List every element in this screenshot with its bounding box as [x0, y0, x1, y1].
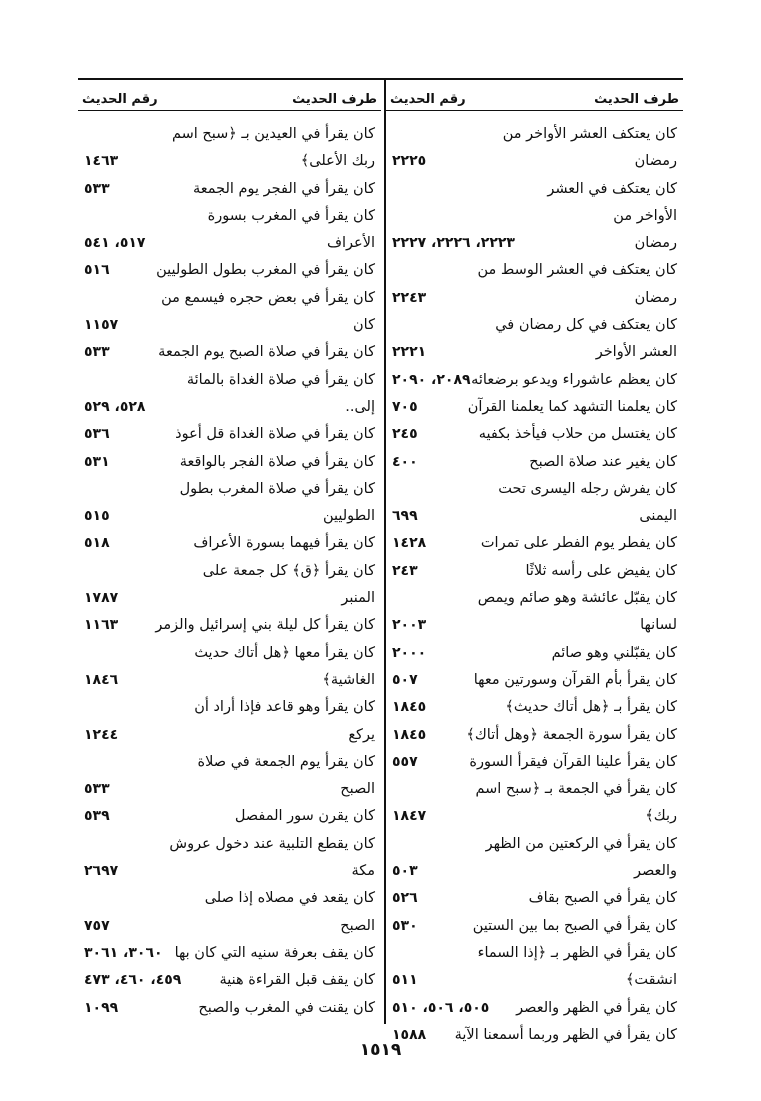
- index-entry: [78, 831, 381, 886]
- hadith-phrase: كان يغير عند صلاة الصبح: [529, 453, 677, 470]
- hadith-number: ٥٣٦: [84, 426, 110, 443]
- hadith-number: ٥٠٥، ٥٠٦، ٥١٠: [392, 999, 490, 1016]
- hadith-number: ٥٥٧: [392, 753, 418, 770]
- hadith-phrase: كان يقرأ في الفجر يوم الجمعة: [192, 180, 375, 197]
- hadith-phrase: كان يعتكف في العشر الوسط من رمضان: [477, 262, 677, 306]
- index-entry: [386, 367, 683, 394]
- hadith-number: ٥١٦: [84, 262, 110, 279]
- hadith-phrase: كان يقرأ في المغرب بطول الطوليين: [156, 262, 375, 279]
- index-entry: [78, 640, 381, 695]
- index-entry: [386, 176, 683, 258]
- hadith-number: ٤٥٩، ٤٦٠، ٤٧٣: [84, 972, 182, 989]
- index-entry: [386, 667, 683, 694]
- index-entry: [386, 749, 683, 776]
- hadith-number: ٥٣١: [84, 453, 110, 470]
- hadith-phrase: كان يقرأ في الجمعة بـ ﴿سبح اسم ربك﴾: [475, 781, 677, 825]
- hadith-phrase: كان يقرأ علينا القرآن فيقرأ السورة: [469, 753, 677, 770]
- hadith-phrase: كان يقرأ معها ﴿هل أتاك حديث الغاشية﴾: [194, 644, 375, 688]
- hadith-phrase: كان يقرأ في صلاة الصبح يوم الجمعة: [158, 344, 375, 361]
- index-entry: [78, 612, 381, 639]
- index-entry: [78, 176, 381, 203]
- index-entry: [386, 913, 683, 940]
- index-entry: [386, 640, 683, 667]
- header-number-label: رقم الحديث: [390, 92, 466, 107]
- hadith-phrase: كان يفرش رجله اليسرى تحت اليمنى: [498, 480, 677, 525]
- index-entry: [78, 803, 381, 830]
- hadith-number: ١١٥٧: [84, 317, 119, 334]
- hadith-number: ١٠٩٩: [84, 999, 119, 1016]
- hadith-phrase: كان يقرن سور المفصل: [234, 808, 375, 825]
- hadith-phrase: كان يقرأ في صلاة المغرب بطول الطوليين: [179, 480, 375, 525]
- hadith-number: ١٨٤٥: [392, 699, 427, 716]
- hadith-phrase: كان يقرأ يوم الجمعة في صلاة الصبح: [197, 753, 375, 798]
- hadith-number: ٦٩٩: [392, 508, 418, 525]
- right-entries: [386, 121, 683, 1049]
- index-entry: [78, 257, 381, 284]
- hadith-number: ١٨٤٧: [392, 808, 427, 825]
- index-entry: [78, 885, 381, 940]
- hadith-phrase: كان يقرأ وهو قاعد فإذا أراد أن يركع: [194, 699, 375, 743]
- hadith-number: ٥١٥: [84, 508, 110, 525]
- hadith-phrase: كان يقرأ بـ ﴿هل أتاك حديث﴾: [505, 699, 677, 716]
- hadith-phrase: كان يقبّل عائشة وهو صائم ويمص لسانها: [477, 590, 677, 634]
- hadith-number: ٥١٧، ٥٤١: [84, 235, 146, 252]
- hadith-number: ٢٢٢١: [392, 344, 427, 361]
- hadith-phrase: كان يقبّلني وهو صائم: [551, 644, 677, 661]
- hadith-phrase: كان يقرأ في الصبح بما بين الستين: [472, 917, 677, 934]
- hadith-number: ١٨٤٥: [392, 726, 427, 743]
- hadith-number: ٥٠٣: [392, 863, 418, 880]
- index-entry: [386, 885, 683, 912]
- index-entry: [386, 421, 683, 448]
- hadith-phrase: كان يقرأ ﴿ق﴾ كل جمعة على المنبر: [202, 562, 375, 607]
- hadith-phrase: كان يعتكف في العشر الأواخر من رمضان: [547, 180, 677, 252]
- hadith-number: ٥٣٣: [84, 781, 110, 798]
- index-entry: [386, 530, 683, 557]
- hadith-phrase: كان يقنت في المغرب والصبح: [198, 999, 375, 1016]
- header-text-label: طرف الحديث: [594, 92, 679, 107]
- hadith-number: ٢٢٢٣، ٢٢٢٦، ٢٢٢٧: [392, 235, 515, 252]
- index-entry: [386, 558, 683, 585]
- hadith-phrase: كان يقرأ في صلاة الفجر بالواقعة: [179, 453, 375, 470]
- left-column: [78, 84, 381, 1022]
- hadith-number: ١٢٤٤: [84, 726, 119, 743]
- hadith-number: ٥٢٦: [392, 890, 418, 907]
- index-entry: [386, 476, 683, 531]
- index-entry: [386, 312, 683, 367]
- hadith-phrase: كان يقرأ في بعض حجره فيسمع من كان: [161, 289, 375, 334]
- index-entry: [78, 339, 381, 366]
- index-entry: [386, 940, 683, 995]
- hadith-phrase: كان يقرأ في العيدين بـ ﴿سبح اسم ربك الأعلى﴾: [171, 126, 375, 170]
- hadith-number: ٢٢٤٣: [392, 289, 427, 306]
- hadith-number: ٢٤٣: [392, 562, 418, 579]
- hadith-phrase: كان يقرأ في صلاة الغداة بالمائة إلى..: [186, 371, 375, 415]
- index-entry: [78, 449, 381, 476]
- hadith-number: ٤٠٠: [392, 453, 418, 470]
- index-entry: [78, 203, 381, 258]
- left-column-header: [78, 84, 381, 111]
- index-entry: [386, 722, 683, 749]
- page-number: ١٥١٩: [359, 1040, 402, 1060]
- index-entry: [386, 394, 683, 421]
- hadith-phrase: كان يعظم عاشوراء ويدعو برضعائه: [471, 371, 677, 388]
- hadith-phrase: كان يقف بعرفة سنيه التي كان بها: [174, 944, 375, 961]
- hadith-phrase: كان يعلمنا التشهد كما يعلمنا القرآن: [467, 398, 677, 415]
- hadith-number: ٢٠٨٩، ٢٠٩٠: [392, 371, 471, 388]
- hadith-number: ٢٦٩٧: [84, 863, 119, 880]
- hadith-number: ٢٠٠٠: [392, 644, 427, 661]
- hadith-phrase: كان يعتكف في كل رمضان في العشر الأواخر: [495, 317, 677, 361]
- right-column: [386, 84, 683, 1049]
- hadith-number: ٢٠٠٣: [392, 617, 427, 634]
- hadith-phrase: كان يعتكف العشر الأواخر من رمضان: [502, 126, 677, 170]
- hadith-phrase: كان يقطع التلبية عند دخول عروش مكة: [169, 835, 375, 880]
- hadith-number: ٥٣٩: [84, 808, 110, 825]
- hadith-phrase: كان يقرأ في الركعتين من الظهر والعصر: [485, 835, 677, 880]
- hadith-phrase: كان يقرأ في المغرب بسورة الأعراف: [207, 207, 375, 252]
- hadith-phrase: كان يقرأ في صلاة الغداة قل أعوذ: [175, 426, 375, 443]
- index-entry: [78, 749, 381, 804]
- right-column-header: [386, 84, 683, 111]
- hadith-phrase: كان يقرأ في الظهر بـ ﴿إذا السماء انشقت﴾: [477, 944, 677, 989]
- index-entry: [78, 558, 381, 613]
- index-entry: [78, 967, 381, 994]
- index-entry: [78, 694, 381, 749]
- hadith-number: ١٤٢٨: [392, 535, 427, 552]
- left-entries: [78, 121, 381, 1022]
- index-entry: [78, 285, 381, 340]
- hadith-phrase: كان يقرأ في الظهر والعصر: [516, 999, 677, 1016]
- hadith-phrase: كان يقرأ فيهما بسورة الأعراف: [193, 535, 375, 552]
- hadith-number: ٢٢٢٥: [392, 153, 427, 170]
- hadith-phrase: كان يفيض على رأسه ثلاثًا: [525, 562, 677, 579]
- hadith-number: ١٥٨٨: [392, 1026, 427, 1043]
- index-entry: [386, 585, 683, 640]
- hadith-phrase: كان يقف قبل القراءة هنية: [219, 972, 375, 989]
- index-entry: [386, 449, 683, 476]
- index-entry: [78, 995, 381, 1022]
- hadith-number: ٣٠٦٠، ٣٠٦١: [84, 944, 163, 961]
- index-entry: [386, 121, 683, 176]
- hadith-number: ٥٠٧: [392, 671, 418, 688]
- hadith-number: ٥١١: [392, 972, 418, 989]
- top-rule: [78, 78, 683, 80]
- index-entry: [386, 831, 683, 886]
- hadith-number: ٥٢٨، ٥٢٩: [84, 398, 146, 415]
- index-entry: [78, 367, 381, 422]
- hadith-number: ٢٤٥: [392, 426, 418, 443]
- hadith-number: ٥١٨: [84, 535, 110, 552]
- index-entry: [78, 121, 381, 176]
- index-entry: [386, 257, 683, 312]
- index-entry: [78, 940, 381, 967]
- hadith-phrase: كان يفطر يوم الفطر على تمرات: [480, 535, 677, 552]
- index-entry: [78, 421, 381, 448]
- index-entry: [386, 776, 683, 831]
- hadith-number: ١٤٦٣: [84, 153, 119, 170]
- hadith-number: ٥٣٠: [392, 917, 418, 934]
- index-entry: [386, 694, 683, 721]
- hadith-phrase: كان يقرأ كل ليلة بني إسرائيل والزمر: [155, 617, 375, 634]
- header-number-label: رقم الحديث: [82, 92, 158, 107]
- index-entry: [78, 530, 381, 557]
- hadith-number: ٧٥٧: [84, 917, 110, 934]
- hadith-number: ١٨٤٦: [84, 671, 119, 688]
- hadith-number: ١٧٨٧: [84, 590, 119, 607]
- hadith-phrase: كان يقرأ بأم القرآن وسورتين معها: [473, 671, 677, 688]
- header-text-label: طرف الحديث: [292, 92, 377, 107]
- hadith-phrase: كان يقرأ في الصبح بقاف: [528, 890, 677, 907]
- hadith-phrase: كان يقرأ سورة الجمعة ﴿وهل أتاك﴾: [466, 726, 677, 743]
- hadith-number: ٧٠٥: [392, 398, 418, 415]
- hadith-phrase: كان يغتسل من حلاب فيأخذ بكفيه: [478, 426, 677, 443]
- hadith-number: ١١٦٣: [84, 617, 119, 634]
- hadith-number: ٥٣٣: [84, 344, 110, 361]
- hadith-phrase: كان يقرأ في الظهر وربما أسمعنا الآية: [454, 1026, 677, 1043]
- index-entry: [386, 995, 683, 1022]
- hadith-phrase: كان يقعد في مصلاه إذا صلى الصبح: [204, 890, 375, 934]
- index-entry: [78, 476, 381, 531]
- hadith-number: ٥٣٣: [84, 180, 110, 197]
